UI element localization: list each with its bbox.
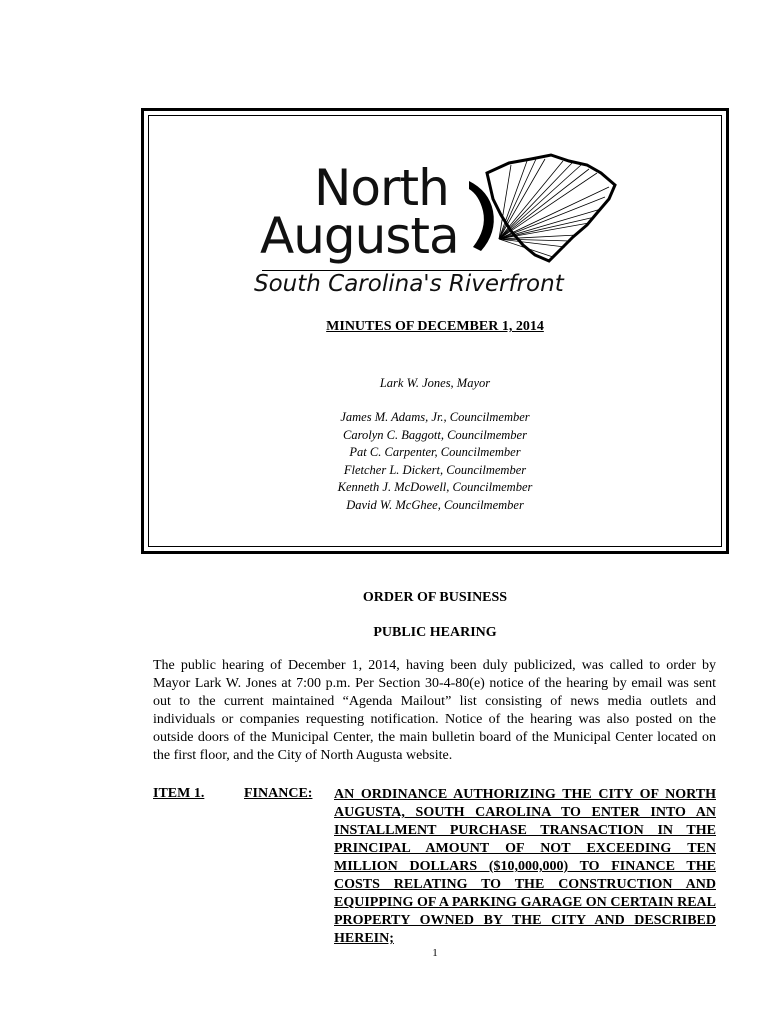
minutes-title: MINUTES OF DECEMBER 1, 2014: [326, 319, 544, 334]
city-logo: [254, 149, 624, 299]
sunburst-rays: [499, 159, 609, 257]
council-member: Pat C. Carpenter, Councilmember: [349, 445, 521, 459]
council-member: David W. McGhee, Councilmember: [346, 497, 524, 512]
logo-word-north: North: [314, 159, 449, 217]
council-member: James M. Adams, Jr., Councilmember: [340, 410, 530, 424]
item-number: ITEM 1.: [153, 786, 205, 801]
south-carolina-state-icon: [469, 151, 619, 271]
order-of-business-heading: ORDER OF BUSINESS: [362, 590, 508, 605]
page-number: 1: [432, 947, 438, 959]
mayor-name: Lark W. Jones, Mayor: [379, 376, 491, 390]
hearing-paragraph: The public hearing of December 1, 2014, having been duly publicized, was called to order by Mayor Lark W. Jones at 7:00 p.m. Per Section 30-4-80(e) notice of the hearing by email was sent out to the current maintained “Agenda Mailout” list consisting of news media outlets and individuals or companies requesting notification. Notice of the hearing was also posted on the outside doors of the Municipal Center, the main bulletin board of the Municipal Center located on the first floor, and the City of North Augusta website.: [153, 658, 716, 763]
item-title: AN ORDINANCE AUTHORIZING THE CITY OF NORTH AUGUSTA, SOUTH CAROLINA TO ENTER INTO AN INSTALLMENT PURCHASE TRANSACTION IN THE PRINCIPAL AMOUNT OF NOT EXCEEDING TEN MILLION DOLLARS ($10,000,000) TO FINANCE THE COSTS RELATING TO THE CONSTRUCTION AND EQUIPPING OF A PARKING GARAGE ON CERTAIN REAL PROPERTY OWNED BY THE CITY AND DESCRIBED HEREIN;: [334, 787, 716, 946]
council-list: [144, 409, 726, 514]
logo-tagline: South Carolina's Riverfront: [254, 271, 564, 297]
council-member: Fletcher L. Dickert, Councilmember: [343, 462, 527, 477]
header-box: [141, 108, 729, 554]
item-department: FINANCE:: [244, 786, 313, 801]
public-hearing-heading: PUBLIC HEARING: [373, 625, 497, 640]
council-member: Kenneth J. McDowell, Councilmember: [337, 480, 533, 494]
logo-word-augusta: Augusta: [260, 207, 459, 265]
council-member: Carolyn C. Baggott, Councilmember: [343, 427, 527, 442]
